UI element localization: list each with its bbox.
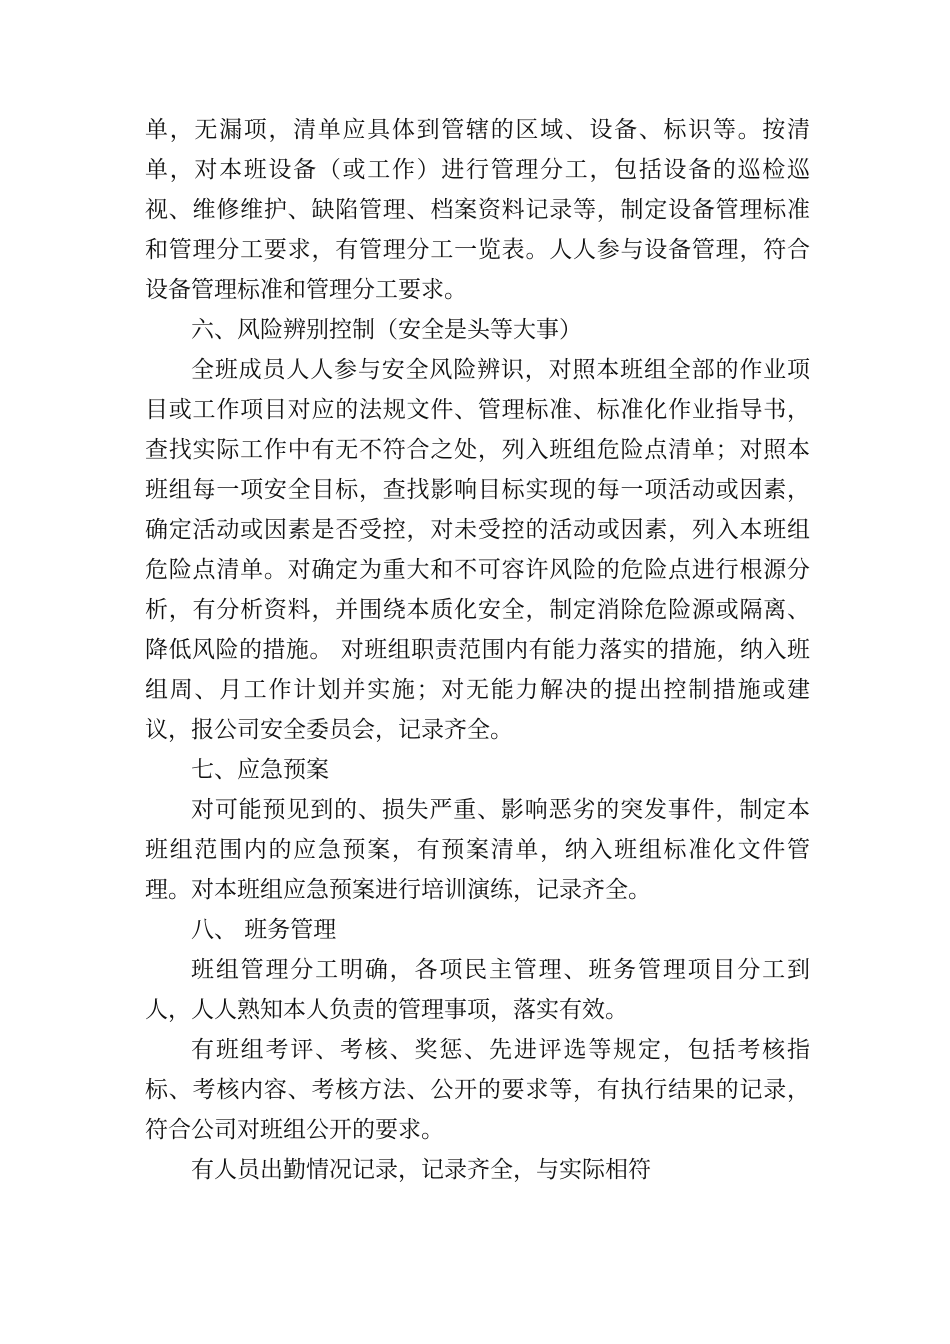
paragraph-equipment-management: 单，无漏项，清单应具体到管辖的区域、设备、标识等。按清单，对本班设备（或工作）进行管理分工，包括设备的巡检巡视、维修维护、缺陷管理、档案资料记录等，制定设备管理标准和管理分工要求，有管理分工一览表。人人参与设备管理，符合设备管理标准和管理分工要求。 (145, 117, 810, 303)
paragraph-attendance: 有人员出勤情况记录，记录齐全，与实际相符 (191, 1157, 651, 1183)
paragraph-emergency-plan: 对可能预见到的、损失严重、影响恶劣的突发事件，制定本班组范围内的应急预案，有预案清单，纳入班组标准化文件管理。对本班组应急预案进行培训演练，记录齐全。 (145, 797, 810, 903)
document-body (145, 110, 810, 1190)
section-heading-risk-control: 六、风险辨别控制（安全是头等大事） (191, 317, 582, 343)
paragraph-risk-identification: 全班成员人人参与安全风险辨识，对照本班组全部的作业项目或工作项目对应的法规文件、管理标准、标准化作业指导书，查找实际工作中有无不符合之处，列入班组危险点清单；对照本班组每一项安全目标，查找影响目标实现的每一项活动或因素，确定活动或因素是否受控，对未受控的活动或因素，列入本班组危险点清单。对确定为重大和不可容许风险的危险点进行根源分析，有分析资料，并围绕本质化安全，制定消除危险源或隔离、降低风险的措施。 对班组职责范围内有能力落实的措施，纳入班组周、月工作计划并实施；对无能力解决的提出控制措施或建议，报公司安全委员会，记录齐全。 (145, 357, 810, 743)
section-heading-emergency-plan: 七、应急预案 (191, 757, 329, 783)
section-heading-team-affairs: 八、 班务管理 (191, 917, 337, 943)
paragraph-team-evaluation: 有班组考评、考核、奖惩、先进评选等规定，包括考核指标、考核内容、考核方法、公开的要求等，有执行结果的记录，符合公司对班组公开的要求。 (145, 1037, 810, 1143)
paragraph-team-division: 班组管理分工明确，各项民主管理、班务管理项目分工到人，人人熟知本人负责的管理事项，落实有效。 (145, 957, 810, 1023)
